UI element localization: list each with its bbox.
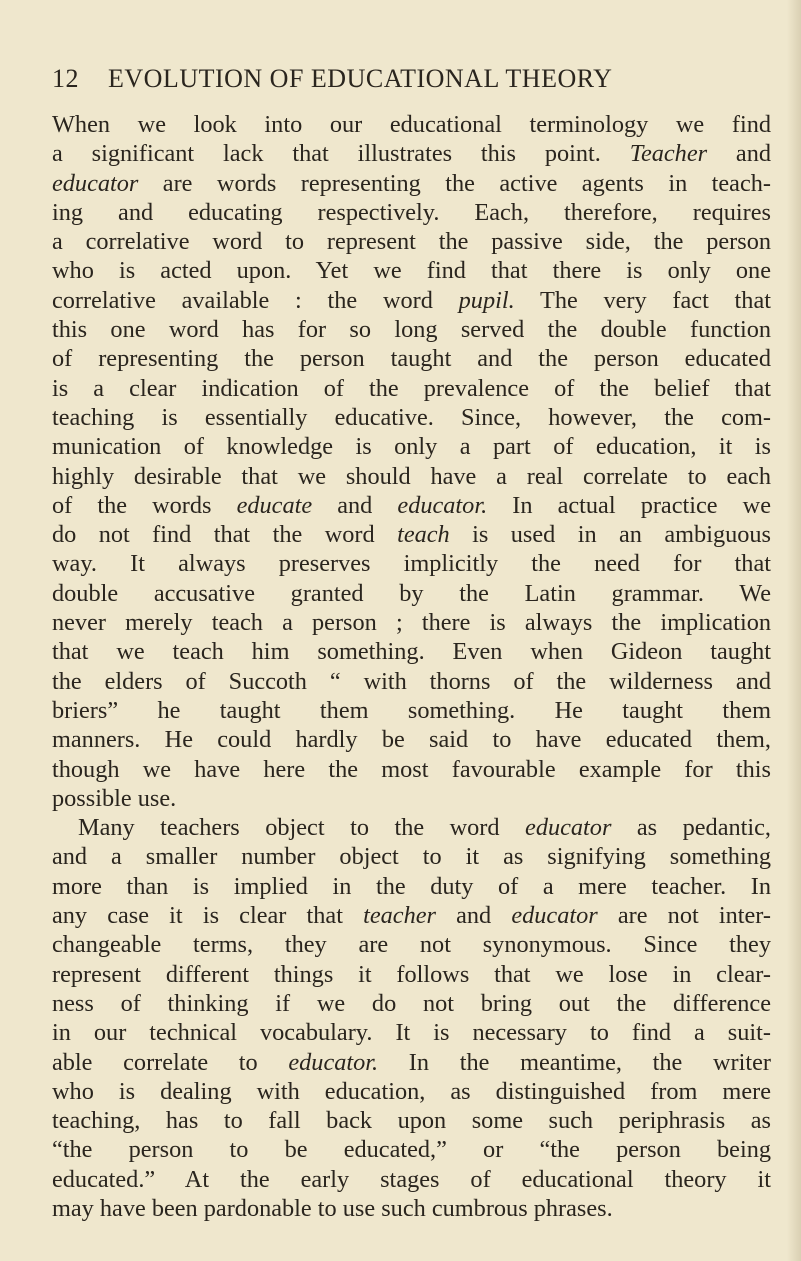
text-line: teaching, has to fall back upon some such periphrasis as [52, 1107, 771, 1135]
text-line: correlative available : the word pupil. The very fact that [52, 286, 771, 314]
text-line: When we look into our educational terminology we find [52, 111, 771, 138]
italic-term: teach [397, 521, 450, 549]
text-line: teaching is essentially educative. Since, however, the com- [52, 403, 771, 431]
italic-term: educator. [397, 491, 488, 519]
text-line: ing and educating respectively. Each, therefore, requires [52, 198, 771, 226]
text-line: may have been pardonable to use such cumbrous phrases. [52, 1194, 613, 1222]
text-line: able correlate to educator. In the meantime, the writer [52, 1048, 771, 1076]
paragraph [52, 110, 771, 813]
italic-term: teacher [363, 902, 436, 930]
text-line: of the words educate and educator. In actual practice we [52, 491, 771, 519]
body-text [52, 110, 771, 1223]
text-line: a correlative word to represent the passive side, the person [52, 228, 771, 256]
text-line: changeable terms, they are not synonymous. Since they [52, 931, 771, 959]
italic-term: educator [525, 814, 612, 842]
text-line: “the person to be educated,” or “the person being [52, 1136, 771, 1164]
text-line: any case it is clear that teacher and educator are not inter- [52, 902, 771, 930]
text-line: that we teach him something. Even when Gideon taught [52, 638, 771, 666]
text-line: more than is implied in the duty of a mere teacher. In [52, 872, 771, 900]
text-line: a significant lack that illustrates this point. Teacher and [52, 140, 771, 168]
text-line: munication of knowledge is only a part of education, it is [52, 433, 771, 461]
text-line: educated.” At the early stages of educational theory it [52, 1165, 771, 1193]
italic-term: pupil. [458, 286, 515, 314]
italic-term: educator [511, 902, 598, 930]
text-line: ness of thinking if we do not bring out the difference [52, 989, 771, 1017]
text-line: and a smaller number object to it as signifying something [52, 843, 771, 871]
paragraph [52, 813, 771, 1223]
italic-term: educator. [288, 1048, 379, 1076]
running-header [52, 64, 772, 98]
text-line: highly desirable that we should have a real correlate to each [52, 462, 771, 490]
italic-term: Teacher [629, 140, 708, 168]
text-line: in our technical vocabulary. It is necessary to find a suit- [52, 1019, 771, 1047]
text-line: this one word has for so long served the double function [52, 316, 771, 344]
page-number: 12 [52, 64, 79, 93]
text-line: represent different things it follows that we lose in clear- [52, 960, 771, 988]
page-edge-shadow [787, 0, 801, 1261]
text-line: who is acted upon. Yet we find that there is only one [52, 257, 771, 285]
italic-term: educator [52, 169, 139, 197]
text-line: though we have here the most favourable example for this [52, 755, 771, 783]
text-line: of representing the person taught and the person educated [52, 345, 771, 373]
text-line: briers” he taught them something. He taught them [52, 696, 771, 724]
text-line: double accusative granted by the Latin grammar. We [52, 579, 771, 607]
text-line: the elders of Succoth “ with thorns of the wilderness and [52, 667, 771, 695]
text-line: is a clear indication of the prevalence of the belief that [52, 374, 771, 402]
text-line: way. It always preserves implicitly the need for that [52, 550, 771, 578]
running-head-title: EVOLUTION OF EDUCATIONAL THEORY [108, 64, 613, 93]
text-line: do not find that the word teach is used in an ambiguous [52, 521, 771, 549]
text-line: manners. He could hardly be said to have educated them, [52, 726, 771, 754]
text-line: Many teachers object to the word educator as pedantic, [78, 814, 771, 842]
italic-term: educate [236, 491, 313, 519]
text-line: who is dealing with education, as distinguished from mere [52, 1077, 771, 1105]
text-line: educator are words representing the active agents in teach- [52, 169, 771, 197]
text-line: possible use. [52, 784, 177, 812]
text-line: never merely teach a person ; there is always the implication [52, 609, 771, 637]
